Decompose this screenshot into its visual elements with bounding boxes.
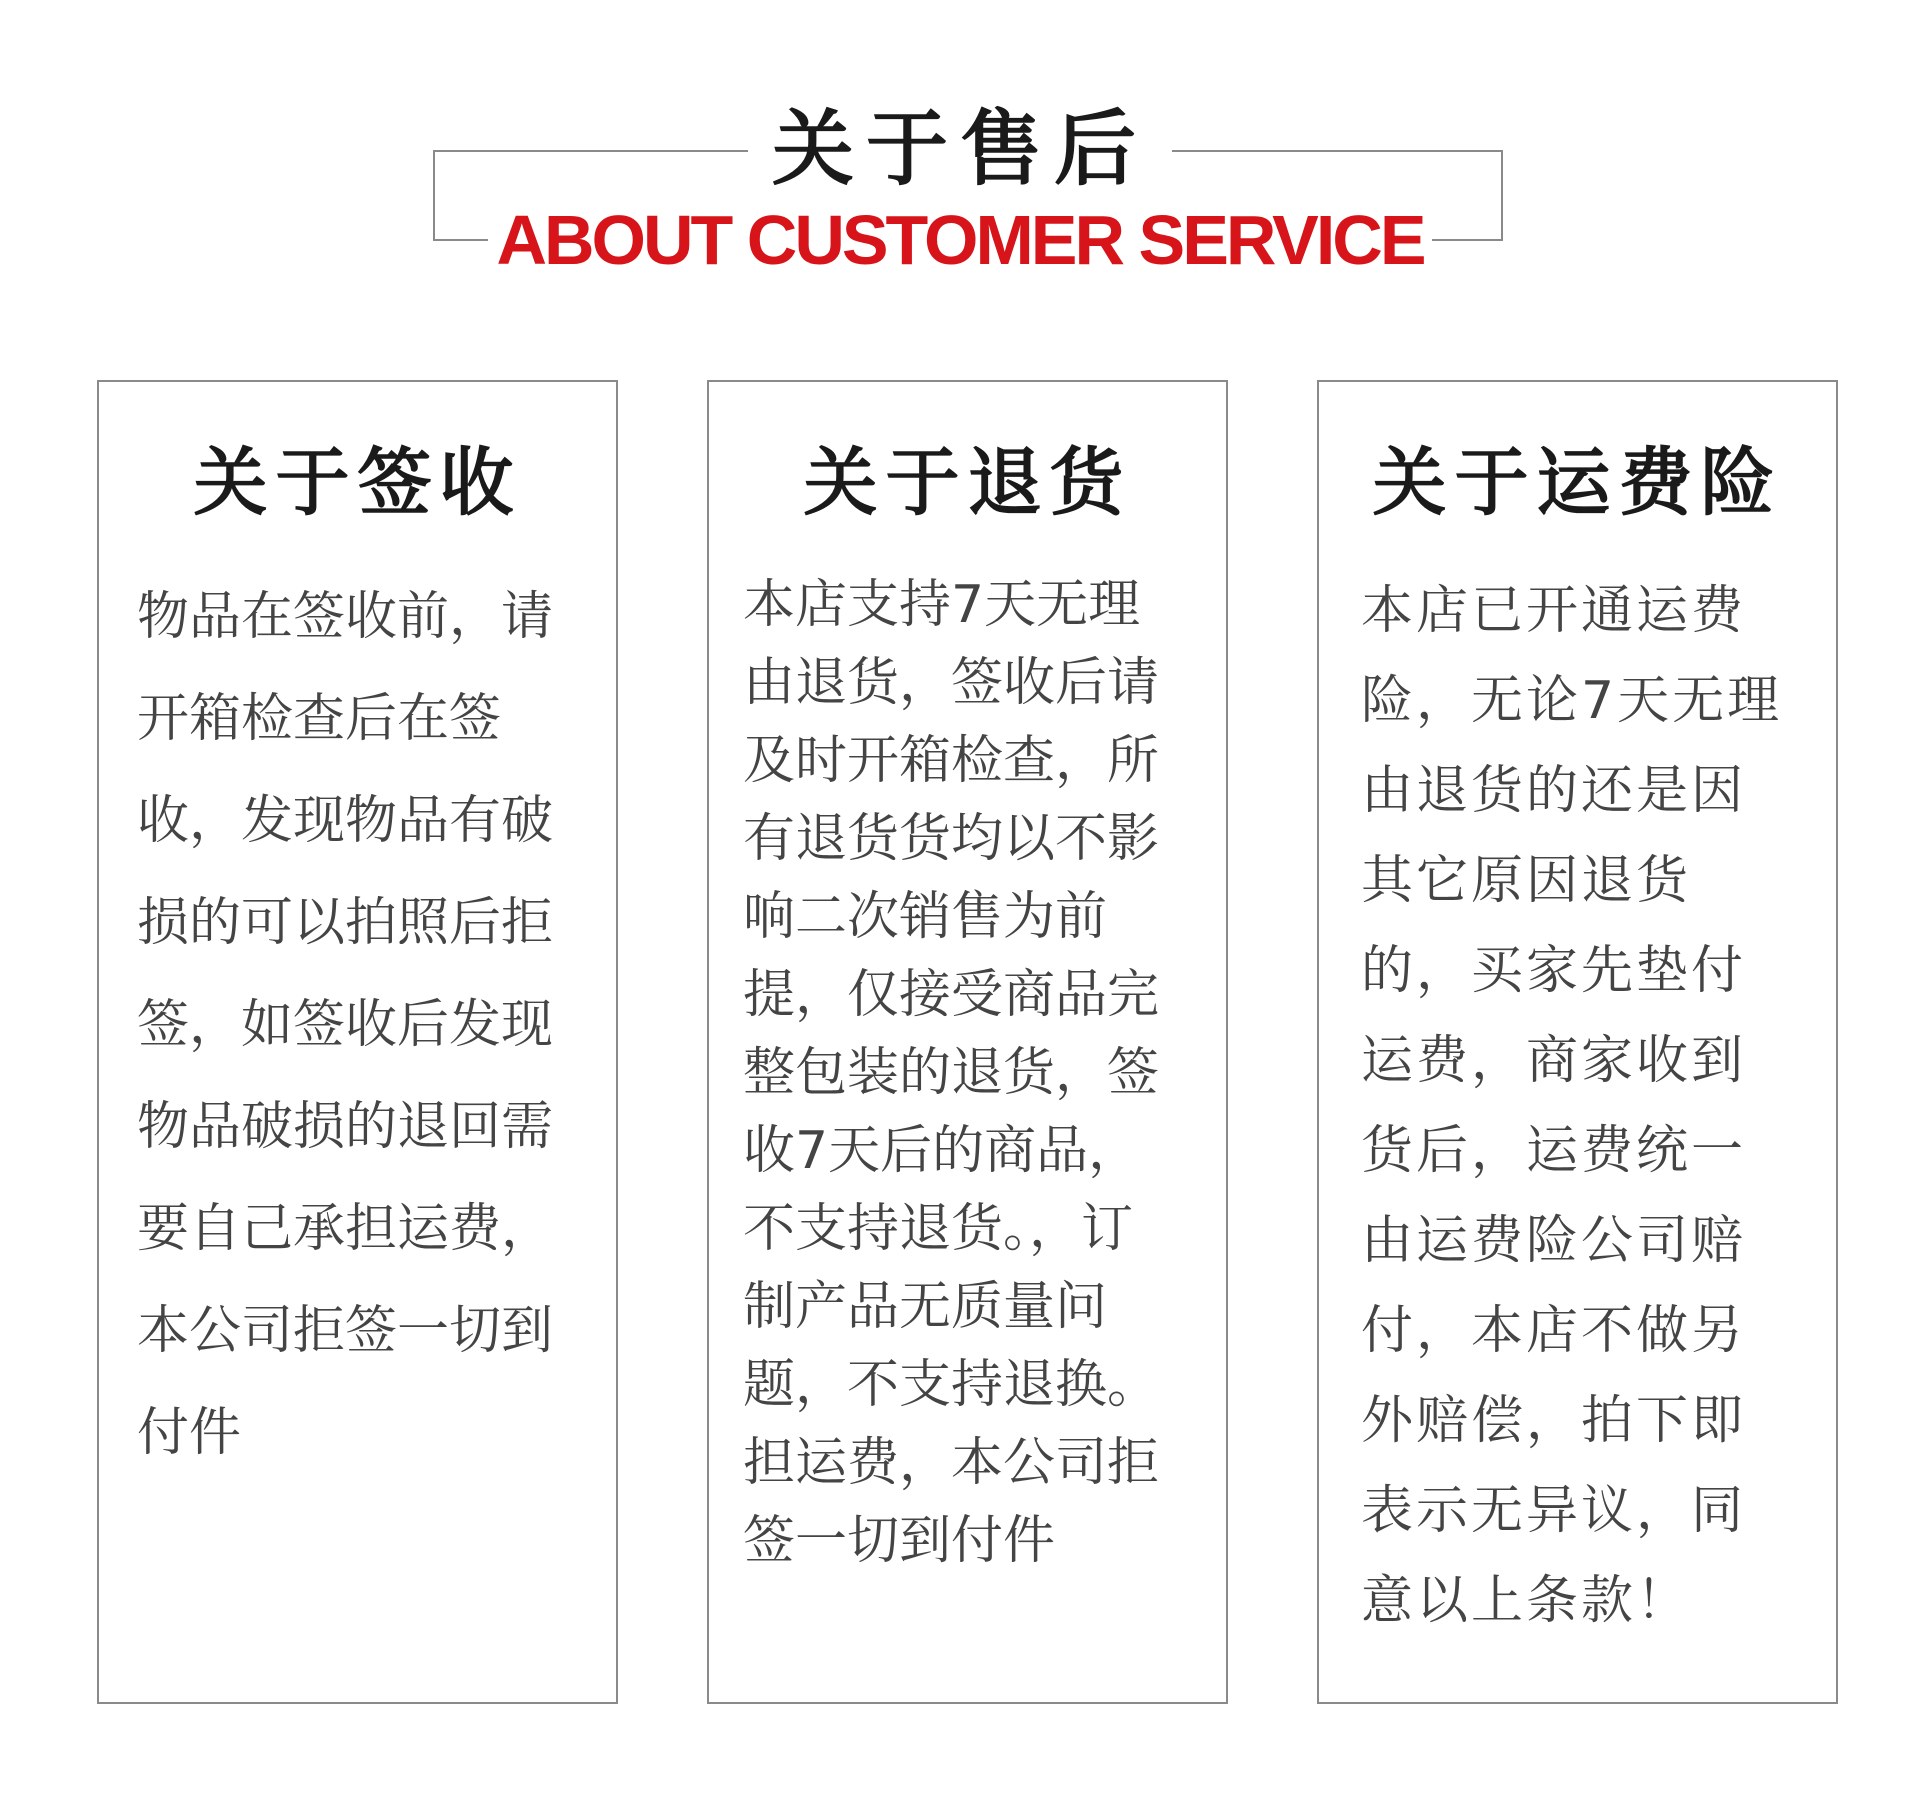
card-body: 物品在签收前，请开箱检查后在签收，发现物品有破损的可以拍照后拒签，如签收后发现物品破损的退回需要自己承担运费，本公司拒签一切到付件: [137, 587, 554, 1463]
card-title: 关于退货: [803, 440, 1132, 526]
card-body: 本店支持7天无理由退货，签收后请及时开箱检查，所有退货货均以不影响二次销售为前提，仅接受商品完整包装的退货，签收7天后的商品，不支持退货。，订制产品无质量问题，不支持退换。担运费，本公司拒签一切到付件: [743, 575, 1160, 1571]
page-subtitle: [0, 198, 1920, 282]
card-title: 关于运费险: [1372, 440, 1783, 526]
card-title: 关于签收: [193, 440, 522, 526]
card-shipping-insurance: [1317, 380, 1838, 1704]
card-returns: [707, 380, 1228, 1704]
page-title: [0, 100, 1920, 200]
page-subtitle-text: ABOUT CUSTOMER SERVICE: [488, 201, 1431, 279]
card-body: 本店已开通运费险，无论7天无理由退货的还是因其它原因退货的，买家先垫付运费，商家收到货后，运费统一由运费险公司赔付，本店不做另外赔偿，拍下即表示无异议，同意以上条款！: [1361, 581, 1783, 1631]
card-sign-receipt: [97, 380, 618, 1704]
page-title-text: 关于售后: [748, 102, 1172, 197]
